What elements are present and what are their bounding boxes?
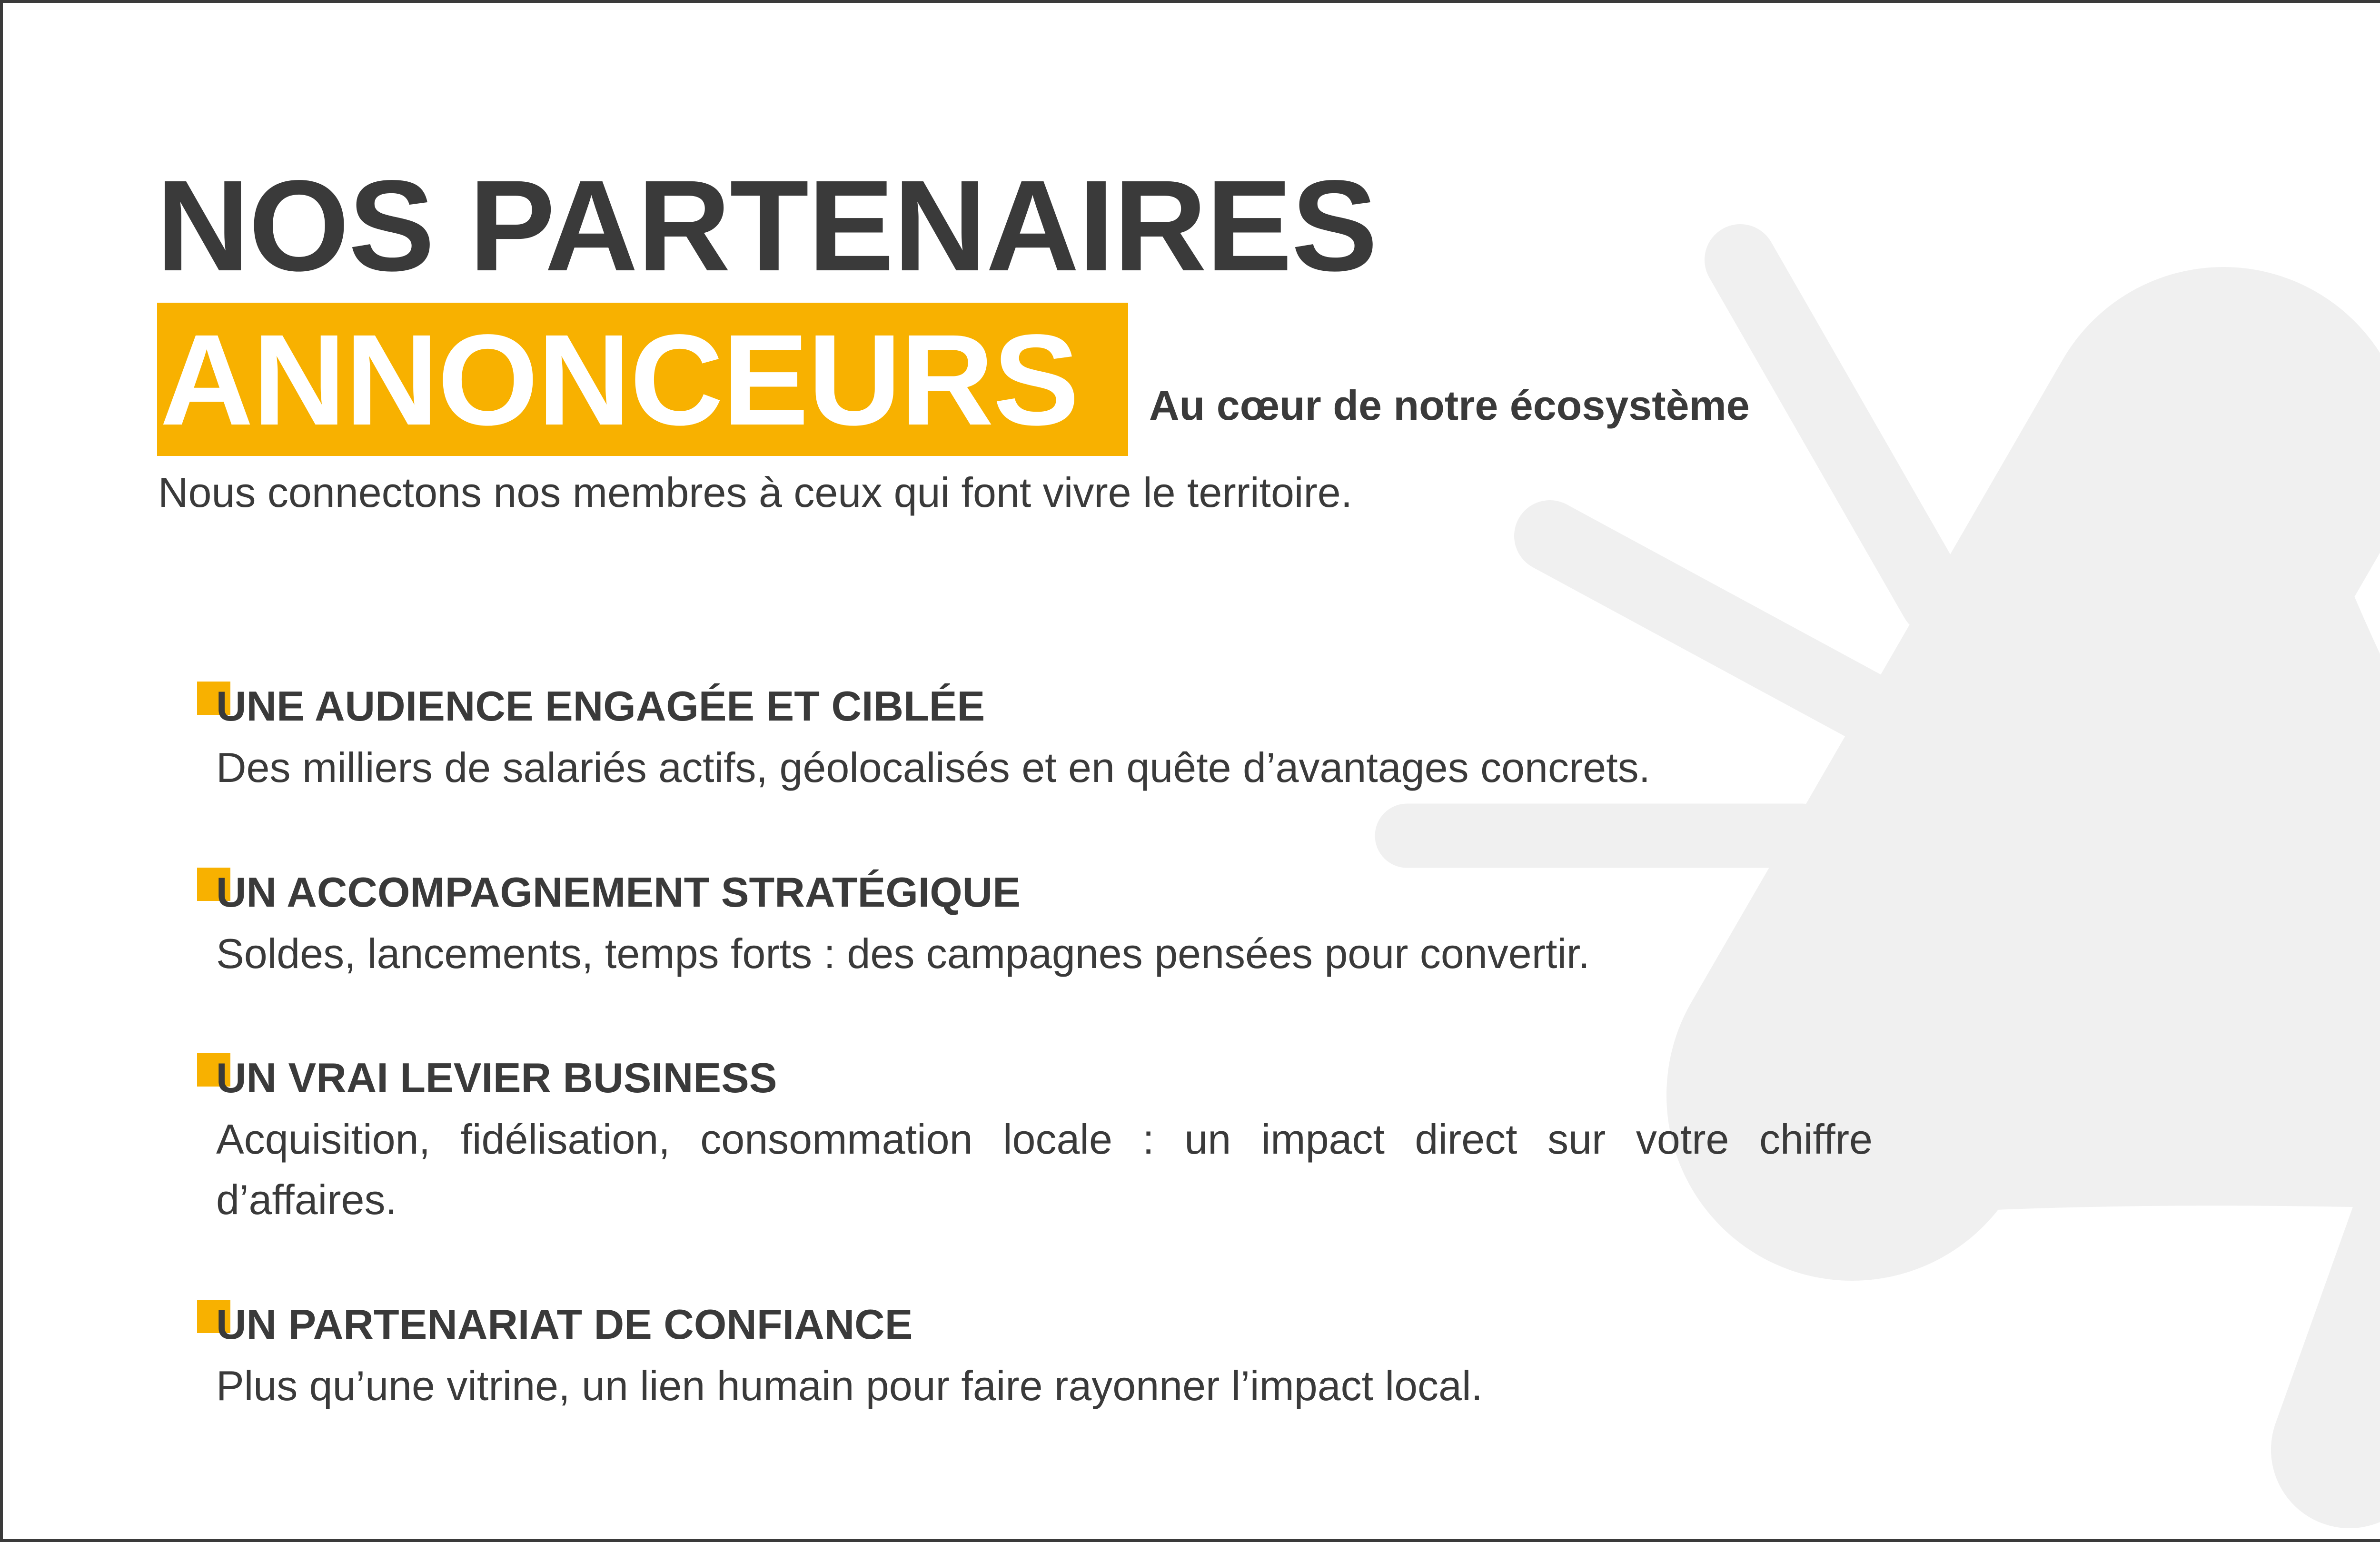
features-list bbox=[197, 675, 1873, 1416]
feature-item bbox=[197, 861, 1873, 984]
feature-item bbox=[197, 1293, 1873, 1416]
tagline: Au cœur de notre écosystème bbox=[1149, 382, 1750, 429]
feature-item bbox=[197, 1047, 1873, 1230]
title-line-2: ANNONCEURS bbox=[160, 307, 1079, 452]
feature-title: UNE AUDIENCE ENGAGÉE ET CIBLÉE bbox=[216, 682, 985, 730]
feature-description: Acquisition, fidélisation, consommation locale : un impact direct sur votre chiffre d’affaires. bbox=[216, 1116, 1873, 1224]
feature-description: Des milliers de salariés actifs, géolocalisés et en quête d’avantages concrets. bbox=[216, 744, 1651, 791]
title-line-1: NOS PARTENAIRES bbox=[156, 153, 1377, 298]
feature-title: UN VRAI LEVIER BUSINESS bbox=[216, 1054, 777, 1102]
intro-text: Nous connectons nos membres à ceux qui font vivre le territoire. bbox=[158, 469, 1353, 516]
feature-title: UN ACCOMPAGNEMENT STRATÉGIQUE bbox=[216, 868, 1021, 916]
feature-description: Plus qu’une vitrine, un lien humain pour faire rayonner l’impact local. bbox=[216, 1362, 1483, 1409]
feature-item bbox=[197, 675, 1873, 798]
feature-description: Soldes, lancements, temps forts : des campagnes pensées pour convertir. bbox=[216, 929, 1590, 977]
feature-title: UN PARTENARIAT DE CONFIANCE bbox=[216, 1300, 913, 1348]
